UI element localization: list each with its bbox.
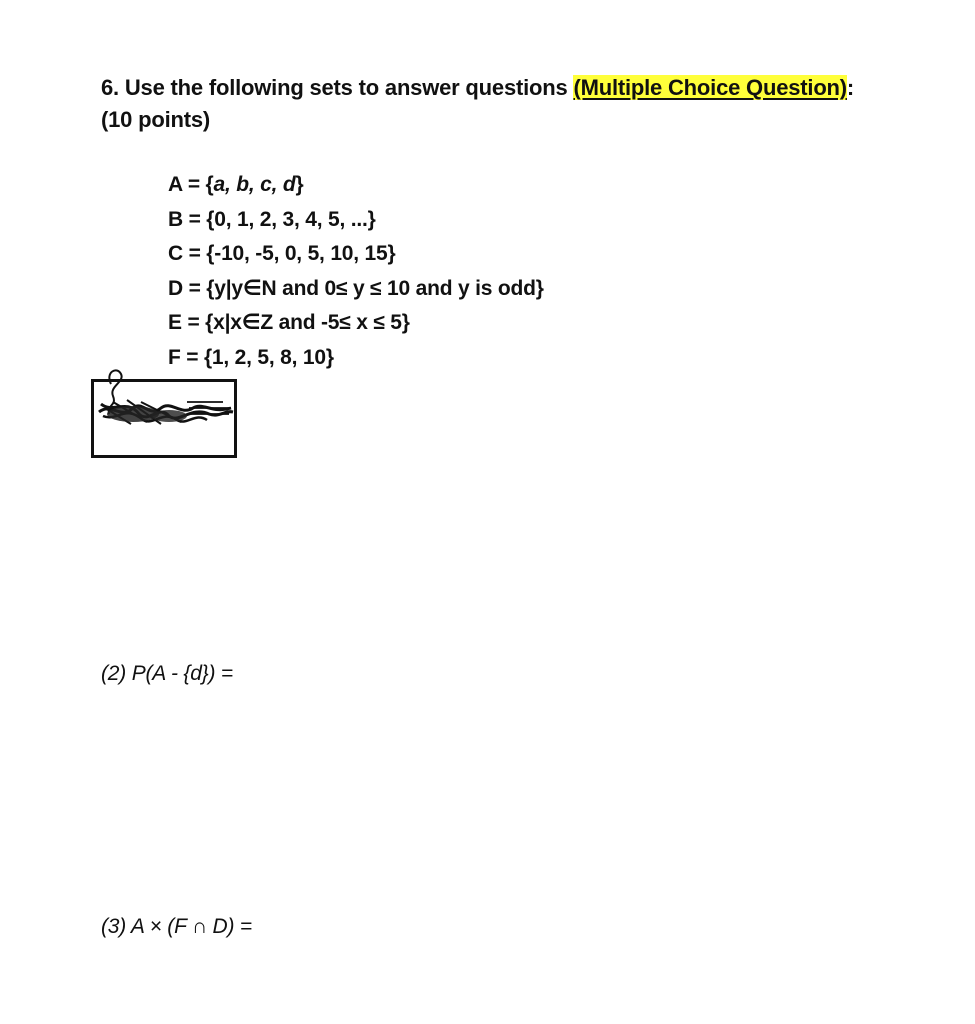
set-definitions xyxy=(168,168,544,375)
question-colon: : xyxy=(846,75,855,100)
set-f: F = {1, 2, 5, 8, 10} xyxy=(168,345,334,369)
set-c: C = {-10, -5, 0, 5, 10, 15} xyxy=(168,242,396,265)
question-3: (3) A × (F ∩ D) = xyxy=(101,915,252,938)
question-2: (2) P(A - {d}) = xyxy=(101,662,233,685)
multiple-choice-highlight: (Multiple Choice Question) xyxy=(573,75,847,100)
set-a-elements: a, b, c, d xyxy=(213,173,296,196)
redacted-answer-box xyxy=(91,379,237,458)
question-points: (10 points) xyxy=(101,107,211,132)
set-e: E = {x|x∈Z and -5≤ x ≤ 5} xyxy=(168,311,410,334)
question-title: 6. Use the following sets to answer questions xyxy=(101,75,574,100)
set-d: D = {y|y∈N and 0≤ y ≤ 10 and y is odd} xyxy=(168,276,544,300)
set-b: B = {0, 1, 2, 3, 4, 5, ...} xyxy=(168,207,376,231)
set-a: A = {a, b, c, d} xyxy=(168,173,304,196)
scribble-icon xyxy=(91,364,241,464)
question-header xyxy=(101,72,941,136)
